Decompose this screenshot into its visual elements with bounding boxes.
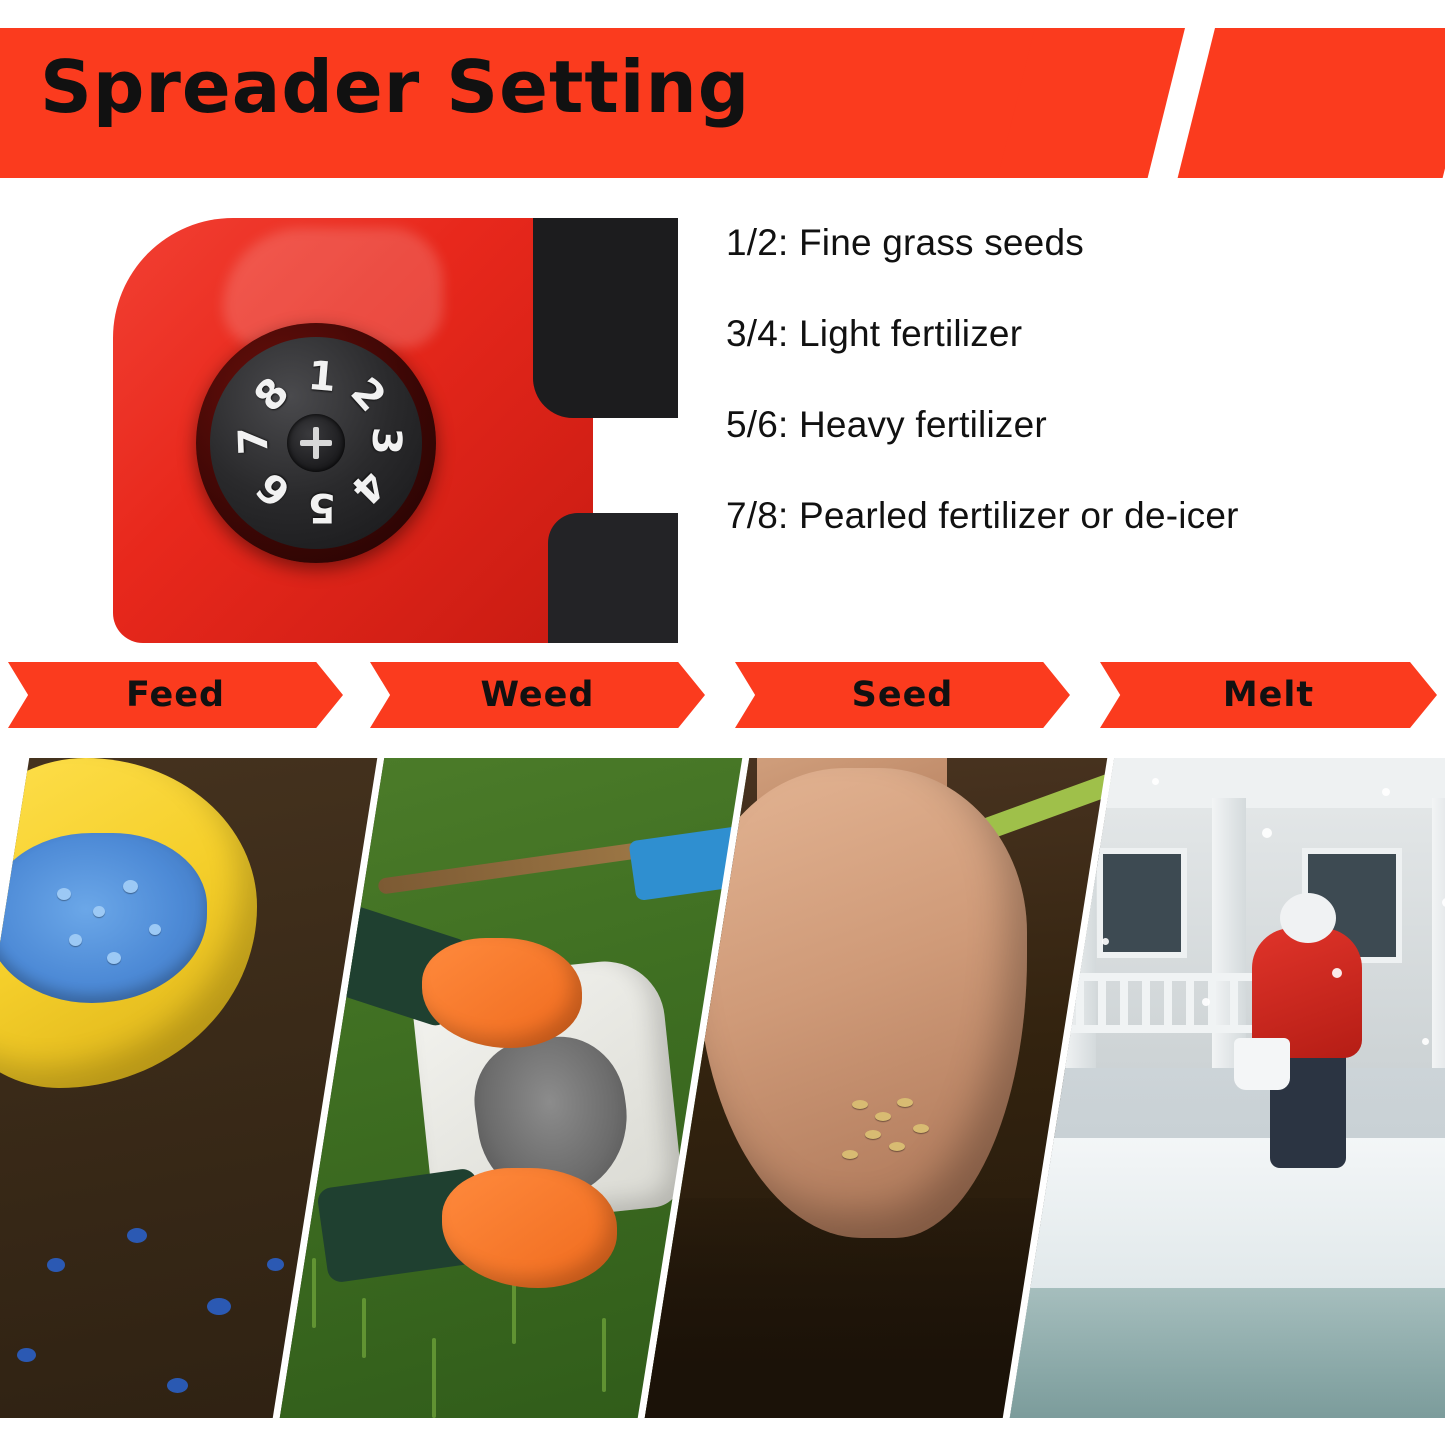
granule (57, 888, 71, 900)
seed (842, 1150, 858, 1159)
dial-number-6: 6 (248, 462, 300, 516)
ribbon-weed (370, 662, 705, 728)
seed (897, 1098, 913, 1107)
seed (889, 1142, 905, 1151)
grass-blade (512, 1278, 516, 1344)
grass-blade (362, 1298, 366, 1358)
setting-item-2: 3/4: Light fertilizer (726, 313, 1023, 354)
dial-bezel (196, 323, 436, 563)
setting-item-1: 1/2: Fine grass seeds (726, 222, 1084, 263)
soil-granule (167, 1378, 188, 1393)
icy-walkway (1002, 1288, 1445, 1418)
category-ribbons (0, 662, 1445, 758)
soil-granule (207, 1298, 231, 1315)
seed (865, 1130, 881, 1139)
grass-blade (602, 1318, 606, 1392)
seed (913, 1124, 929, 1133)
dial-number-5: 5 (308, 484, 336, 530)
orange-glove-lower (442, 1168, 617, 1288)
soil-granule (267, 1258, 284, 1271)
window-left (1097, 848, 1187, 958)
header-banner (0, 0, 1445, 182)
granule (93, 906, 105, 917)
snowflake (1152, 778, 1159, 785)
grass-blade (312, 1258, 316, 1328)
ribbon-label-melt: Melt (1222, 675, 1315, 715)
dial-number-7: 7 (230, 426, 278, 456)
settings-section (0, 182, 1445, 662)
setting-item-3: 5/6: Heavy fertilizer (726, 404, 1047, 445)
spreader-black-panel-top (533, 218, 678, 418)
salt-bucket (1234, 1038, 1290, 1090)
seed (852, 1100, 868, 1109)
granule (107, 952, 121, 964)
dial-center-screw-icon (287, 414, 345, 472)
page-title: Spreader Setting (40, 45, 751, 129)
dial-number-4: 4 (341, 460, 395, 514)
ribbon-label-feed: Feed (125, 675, 226, 715)
snowflake (1382, 788, 1390, 796)
grass-blade (432, 1338, 436, 1418)
header-accent-shape-3 (1178, 28, 1445, 178)
snowflake (1202, 998, 1210, 1006)
person-head (1280, 893, 1336, 943)
soil-granule (47, 1258, 65, 1272)
soil-granule (17, 1348, 36, 1362)
seed (875, 1112, 891, 1121)
settings-legend (726, 224, 1426, 588)
granule (149, 924, 161, 935)
ribbon-melt (1100, 662, 1437, 728)
soil-granule (127, 1228, 147, 1243)
granule (69, 934, 82, 946)
ribbon-label-seed: Seed (851, 675, 954, 715)
dial-number-8: 8 (245, 369, 299, 421)
category-photo-strip (0, 758, 1445, 1418)
dial-number-3: 3 (362, 426, 410, 456)
ribbon-label-weed: Weed (480, 675, 595, 715)
spreader-black-panel-bottom (548, 513, 678, 643)
snowflake (1262, 828, 1272, 838)
snowflake (1102, 938, 1109, 945)
spreader-dial-photo (28, 218, 678, 643)
granule (123, 880, 138, 893)
snowflake (1332, 968, 1342, 978)
hand-with-seeds (697, 768, 1027, 1238)
dial-number-2: 2 (341, 369, 395, 421)
porch-column-right (1432, 798, 1445, 1068)
dial-knob (210, 337, 422, 549)
dial-number-1: 1 (306, 352, 338, 402)
ribbon-feed (8, 662, 343, 728)
ribbon-seed (735, 662, 1070, 728)
setting-item-4: 7/8: Pearled fertilizer or de-icer (726, 495, 1239, 536)
snowflake (1422, 1038, 1429, 1045)
